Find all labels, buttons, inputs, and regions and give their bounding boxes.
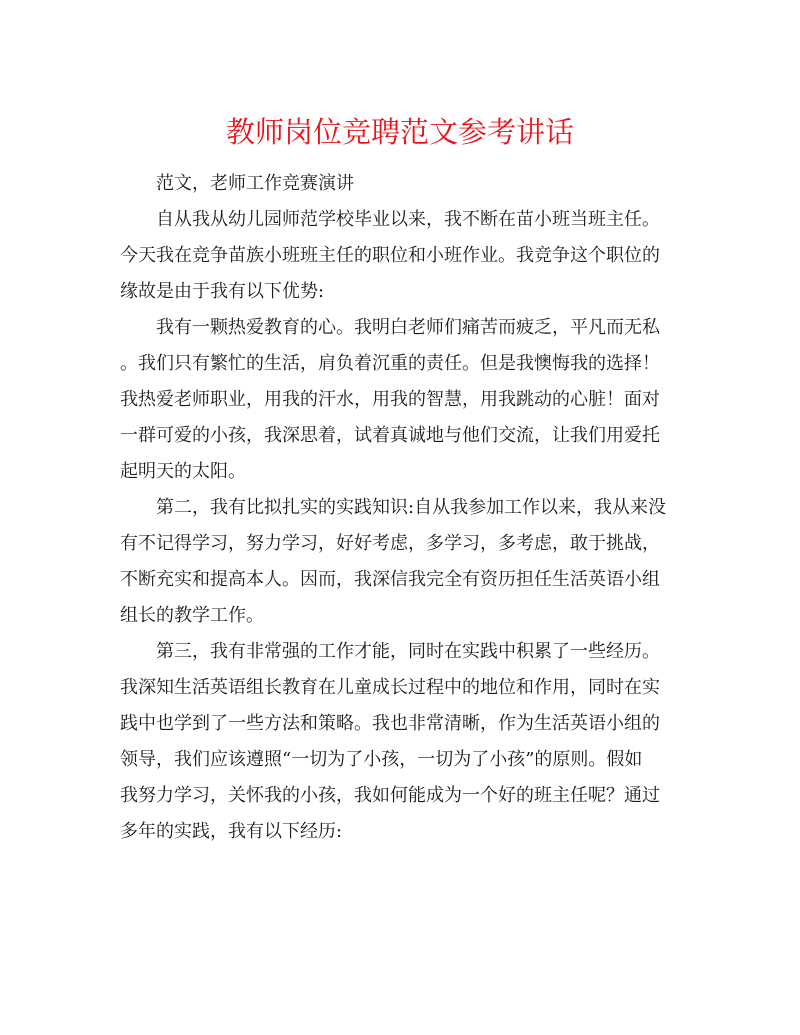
- paragraph-line: 组长的教学工作。: [120, 605, 264, 626]
- paragraph-line: 今天我在竞争苗族小班班主任的职位和小班作业。我竞争这个职位的: [120, 245, 660, 266]
- paragraph-line: 领导，我们应该遵照“一切为了小孩，一切为了小孩”的原则。假如: [120, 749, 643, 770]
- paragraph-line: 我深知生活英语组长教育在儿童成长过程中的地位和作用，同时在实: [120, 677, 660, 698]
- paragraph-line: 缘故是由于我有以下优势:: [120, 281, 325, 302]
- paragraph: [120, 310, 680, 490]
- document-body: [120, 166, 680, 850]
- paragraph-line: 我热爱老师职业，用我的汗水，用我的智慧，用我跳动的心脏！面对: [120, 389, 660, 410]
- paragraph-line: 我有一颗热爱教育的心。我明白老师们痛苦而疲乏，平凡而无私: [156, 317, 660, 338]
- paragraph-line: 范文，老师工作竞赛演讲: [156, 173, 354, 194]
- paragraph-line: 第二，我有比拟扎实的实践知识:自从我参加工作以来，我从来没: [156, 497, 667, 518]
- paragraph-line: 起明天的太阳。: [120, 461, 246, 482]
- paragraph: [120, 202, 680, 310]
- paragraph: [120, 490, 680, 634]
- document-title: 教师岗位竞聘范文参考讲话: [225, 115, 574, 149]
- paragraph: [120, 166, 680, 202]
- paragraph-line: 践中也学到了一些方法和策略。我也非常清晰，作为生活英语小组的: [120, 713, 660, 734]
- paragraph-line: 有不记得学习，努力学习，好好考虑，多学习，多考虑，敢于挑战，: [120, 533, 660, 554]
- paragraph-line: 第三，我有非常强的工作才能，同时在实践中积累了一些经历。: [156, 641, 660, 662]
- paragraph-line: 我努力学习，关怀我的小孩，我如何能成为一个好的班主任呢？通过: [120, 785, 660, 806]
- paragraph-line: 一群可爱的小孩，我深思着，试着真诚地与他们交流，让我们用爱托: [120, 425, 660, 446]
- paragraph-line: 。我们只有繁忙的生活，肩负着沉重的责任。但是我懊悔我的选择！: [120, 353, 660, 374]
- paragraph: [120, 634, 680, 850]
- paragraph-line: 不断充实和提高本人。因而，我深信我完全有资历担任生活英语小组: [120, 569, 660, 590]
- paragraph-line: 多年的实践，我有以下经历:: [120, 821, 343, 842]
- paragraph-line: 自从我从幼儿园师范学校毕业以来，我不断在苗小班当班主任。: [156, 209, 660, 230]
